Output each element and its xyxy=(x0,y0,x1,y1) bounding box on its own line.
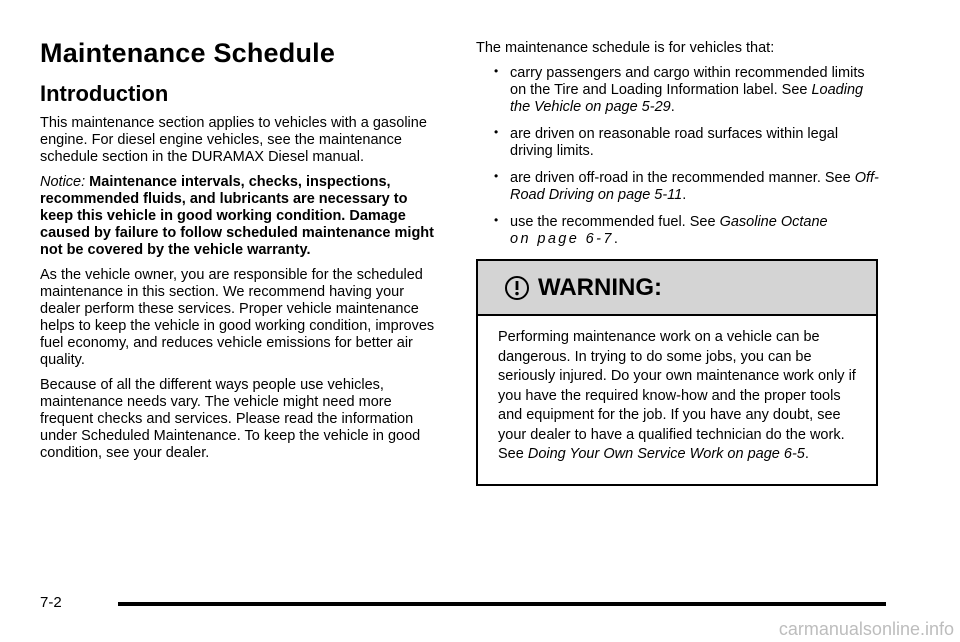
list-item-text: carry passengers and cargo within recommended limits on the Tire and Loading Information label. See xyxy=(510,65,865,98)
section-title: Introduction xyxy=(40,81,169,106)
page-title: Maintenance Schedule xyxy=(40,38,336,68)
list-item-tail: . xyxy=(682,187,687,203)
watermark: carmanualsonline.info xyxy=(778,619,954,639)
page-number: 7-2 xyxy=(40,594,62,611)
list-item-text: are driven off-road in the recommended manner. See xyxy=(510,170,855,186)
warning-title: WARNING: xyxy=(538,273,662,301)
bullet-icon: • xyxy=(494,213,499,227)
list-intro: The maintenance schedule is for vehicles that: xyxy=(476,40,775,56)
list-item-text: use the recommended fuel. See xyxy=(510,214,720,230)
notice-paragraph xyxy=(40,174,440,259)
list-item-tail: . xyxy=(670,99,675,115)
bullet-icon: • xyxy=(494,169,499,183)
notice-text: Maintenance intervals, checks, inspections, recommended fluids, and lubricants are necessary to keep this vehicle in good working condition. Damage caused by failure to follow scheduled maintenance might not be covered by the vehicle warranty. xyxy=(40,174,434,258)
list-item-text: are driven on reasonable road surfaces within legal driving limits. xyxy=(510,126,839,159)
cross-reference-page[interactable]: on page 6-7 xyxy=(510,231,614,247)
intro-paragraph: This maintenance section applies to vehicles with a gasoline engine. For diesel engine vehicles, see the maintenance schedule section in the DURAMAX Diesel manual. xyxy=(40,115,427,165)
usage-paragraph: Because of all the different ways people use vehicles, maintenance needs vary. The vehicle might need more frequent checks and services. Please read the information under Scheduled Maintenance. To keep the vehicle in good condition, see your dealer. xyxy=(40,377,421,461)
warning-body: Performing maintenance work on a vehicle can be dangerous. In trying to do some jobs, you can be seriously injured. Do your own maintenance work only if you have the required know-how and the proper tools and equipment for the job. If you have any doubt, see your dealer to have a qualified technician do the work. See xyxy=(498,329,856,462)
list-item-tail: . xyxy=(613,231,618,247)
list-item xyxy=(476,170,880,204)
cross-reference-link[interactable]: Doing Your Own Service Work on page 6-5 xyxy=(527,446,805,462)
owner-paragraph: As the vehicle owner, you are responsible for the scheduled maintenance in this section. We recommend having your dealer perform these services. Proper vehicle maintenance helps to keep the vehicle in good working condition, improves fuel economy, and reduces vehicle emissions for better air quality. xyxy=(40,267,435,368)
list-item xyxy=(476,65,880,116)
cross-reference-link[interactable]: Loading the Vehicle on page 5-29 xyxy=(510,82,864,115)
list-item xyxy=(476,126,880,160)
notice-label: Notice: xyxy=(40,174,86,190)
vehicle-conditions-list xyxy=(476,65,880,248)
warning-tail: . xyxy=(804,446,809,462)
bullet-icon: • xyxy=(494,125,499,139)
left-column xyxy=(40,38,440,470)
warning-text xyxy=(478,316,876,465)
footer-rule xyxy=(118,602,886,606)
warning-box xyxy=(476,259,878,486)
list-item xyxy=(476,214,880,248)
bullet-icon: • xyxy=(494,64,499,78)
cross-reference-link[interactable]: Gasoline Octane xyxy=(719,214,828,230)
cross-reference-link[interactable]: Off-Road Driving on page 5-11 xyxy=(510,170,879,203)
warning-triangle-icon xyxy=(504,275,530,301)
right-column xyxy=(476,40,880,258)
warning-header xyxy=(478,261,876,316)
